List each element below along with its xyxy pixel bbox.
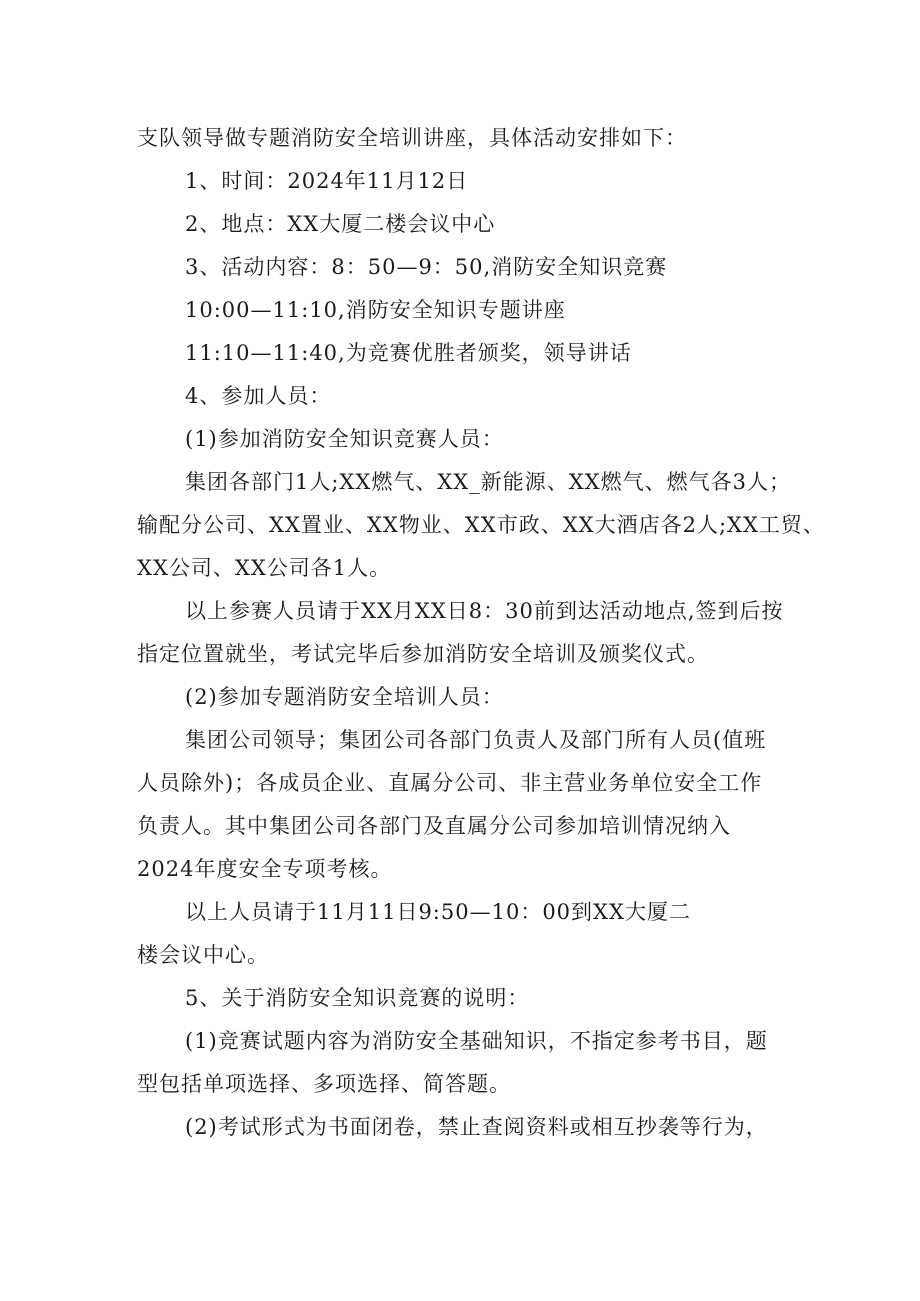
text-line: 以上人员请于11月11日9:50—10：00到XX大厦二 [185,900,691,924]
text-line: 11:10—11:40,为竞赛优胜者颁奖，领导讲话 [185,341,632,365]
text-line: (2)考试形式为书面闭卷，禁止查阅资料或相互抄袭等行为， [185,1115,768,1139]
text-line: (1)参加消防安全知识竞赛人员： [185,427,504,451]
text-line: 2024年度安全专项考核。 [137,857,393,881]
text-line: 3、活动内容：8：50—9：50,消防安全知识竞赛 [185,255,668,279]
text-line: XX公司、XX公司各1人。 [137,556,392,580]
text-line: 人员除外)；各成员企业、直属分公司、非主营业务单位安全工作 [137,771,763,795]
text-line: 集团公司领导；集团公司各部门负责人及部门所有人员(值班 [185,728,767,752]
text-line: 10:00—11:10,消防安全知识专题讲座 [185,298,566,322]
text-line: 集团各部门1人;XX燃气、XX_新能源、XX燃气、燃气各3人； [185,470,791,494]
text-line: 输配分公司、XX置业、XX物业、XX市政、XX大酒店各2人;XX工贸、 [137,513,825,537]
text-line: 楼会议中心。 [137,943,269,967]
text-line: 以上参赛人员请于XX月XX日8：30前到达活动地点,签到后按 [185,599,784,623]
text-line: 2、地点：XX大厦二楼会议中心 [185,212,496,236]
text-line: (1)竞赛试题内容为消防安全基础知识，不指定参考书目，题 [185,1029,768,1053]
text-line: 型包括单项选择、多项选择、简答题。 [137,1072,511,1096]
text-line: 4、参加人员： [185,384,332,408]
text-line: 1、时间：2024年11月12日 [185,169,469,193]
text-line: 指定位置就坐，考试完毕后参加消防安全培训及颁奖仪式。 [137,642,709,666]
text-line: 5、关于消防安全知识竞赛的说明： [185,986,530,1010]
text-line: (2)参加专题消防安全培训人员： [185,685,504,709]
text-line: 支队领导做专题消防安全培训讲座，具体活动安排如下： [137,126,687,150]
text-line: 负责人。其中集团公司各部门及直属分公司参加培训情况纳入 [137,814,731,838]
